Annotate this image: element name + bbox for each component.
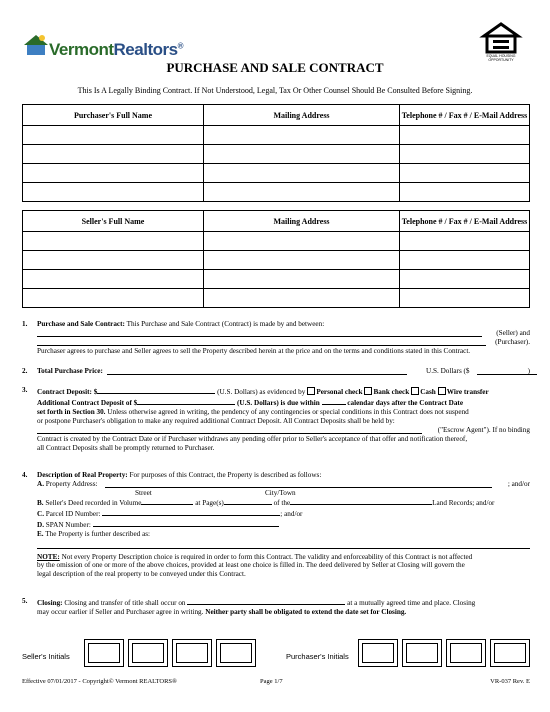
section-3-line4: or postpone Purchaser's obligation to make any required additional Contract Deposit. All Contract Deposits shall be held by: — [37, 416, 395, 425]
section-5-number: 5. — [22, 597, 28, 605]
section-3-line6: Contract is created by the Contract Date or if Purchaser withdraws any pending offer prior to Seller's acceptance of that offer and notification thereof, — [37, 434, 468, 443]
span-number-field[interactable] — [93, 519, 279, 527]
footer-page-number: Page 1/7 — [260, 678, 283, 685]
item-d-label: D. — [37, 520, 44, 529]
land-records-field[interactable] — [290, 497, 432, 505]
usd-text: U.S. Dollars ($ — [426, 367, 470, 375]
personal-check-label: Personal check — [316, 388, 363, 396]
item-b-label: B. — [37, 498, 44, 507]
table-row — [23, 232, 530, 251]
purchaser-name-cell[interactable] — [23, 164, 204, 183]
item-a-label: A. — [37, 479, 44, 488]
item-b-text: Seller's Deed recorded in Volume — [45, 498, 142, 507]
seller-name-field[interactable] — [37, 329, 482, 337]
seller-address-cell[interactable] — [204, 289, 400, 308]
section-5-label: Closing: — [37, 599, 63, 607]
section-4-text: For purposes of this Contract, the Property is described as follows: — [129, 471, 322, 479]
note-label: NOTE: — [37, 552, 60, 561]
purchaser-address-cell[interactable] — [204, 164, 400, 183]
due-text: (U.S. Dollars) is due within — [237, 398, 320, 407]
table-row — [23, 251, 530, 270]
volume-field[interactable] — [141, 497, 193, 505]
item-c-text: Parcel ID Number: — [45, 509, 101, 518]
seller-address-cell[interactable] — [204, 270, 400, 289]
section-3 — [22, 386, 530, 456]
purchaser-contact-cell[interactable] — [400, 145, 530, 164]
page-text: at Page(s) — [195, 498, 224, 507]
purchaser-name-field[interactable] — [37, 338, 486, 346]
section-5-line2: may occur earlier if Seller and Purchaser agree in writing. — [37, 607, 204, 616]
seller-initials-box-4[interactable] — [216, 639, 256, 667]
purchasers-initials-label: Purchaser's Initials — [286, 652, 349, 661]
wire-transfer-label: Wire transfer — [446, 388, 489, 396]
purchaser-initials-box-4[interactable] — [490, 639, 530, 667]
item-a-end: ; and/or — [507, 479, 530, 488]
section-1-text: This Purchase and Sale Contract (Contract) is made by and between: — [126, 320, 325, 328]
section-5-text: Closing and transfer of title shall occur on — [64, 599, 186, 607]
section-4-number: 4. — [22, 471, 28, 479]
seller-name-cell[interactable] — [23, 232, 204, 251]
seller-name-cell[interactable] — [23, 251, 204, 270]
purchase-price-field[interactable] — [107, 367, 407, 375]
section-1-label: Purchase and Sale Contract: — [37, 320, 125, 328]
footer-form-id: VR-037 Rev. E — [490, 678, 530, 685]
item-a-text: Property Address: — [45, 479, 98, 488]
section-1 — [22, 320, 530, 360]
vermont-realtors-logo — [22, 30, 183, 64]
purchaser-name-cell[interactable] — [23, 126, 204, 145]
table-row — [23, 145, 530, 164]
logo-reg: ® — [177, 41, 183, 51]
personal-check-checkbox[interactable] — [307, 387, 315, 395]
purchaser-text: (Purchaser). — [495, 337, 530, 346]
house-logo-icon — [22, 32, 50, 58]
table-row — [23, 270, 530, 289]
purchaser-table — [22, 104, 530, 202]
bank-check-checkbox[interactable] — [364, 387, 372, 395]
seller-initials-box-1[interactable] — [84, 639, 124, 667]
item-d-text: SPAN Number: — [45, 520, 91, 529]
seller-initials-box-3[interactable] — [172, 639, 212, 667]
seller-initials-box-2[interactable] — [128, 639, 168, 667]
equal-housing-icon — [478, 22, 524, 54]
parcel-id-field[interactable] — [102, 508, 280, 516]
table-row — [23, 126, 530, 145]
section-4-label: Description of Real Property: — [37, 471, 128, 479]
section-3-line3b: Unless otherwise agreed in writing, the pendency of any contingencies or special conditions in this Contract does not suspend — [107, 407, 469, 416]
seller-contact-cell[interactable] — [400, 289, 530, 308]
section-5-bold2: Neither party shall be obligated to extend the date set for Closing. — [205, 607, 407, 616]
closing-date-field[interactable] — [187, 597, 345, 605]
usd-close: ) — [527, 367, 530, 375]
section-4 — [22, 471, 530, 586]
purchaser-address-cell[interactable] — [204, 126, 400, 145]
evidenced-text: (U.S. Dollars) as evidenced by — [217, 388, 306, 396]
purchaser-name-header: Purchaser's Full Name — [23, 105, 204, 126]
seller-table — [22, 210, 530, 308]
additional-deposit-field[interactable] — [137, 397, 235, 405]
seller-contact-cell[interactable] — [400, 251, 530, 270]
additional-deposit-text: Additional Contract Deposit of $ — [37, 398, 138, 407]
section-2-number: 2. — [22, 367, 28, 375]
section-3-line3a: set forth in Section 30. — [37, 407, 106, 416]
cash-label: Cash — [420, 388, 436, 396]
item-e-label: E. — [37, 529, 44, 538]
table-row — [23, 183, 530, 202]
purchaser-contact-cell[interactable] — [400, 164, 530, 183]
cash-checkbox[interactable] — [411, 387, 419, 395]
note-line-3: legal description of the real property to be conveyed under this Contract. — [37, 570, 246, 579]
purchaser-address-cell[interactable] — [204, 145, 400, 164]
seller-contact-header: Telephone # / Fax # / E-Mail Address — [400, 211, 530, 232]
section-1-number: 1. — [22, 320, 28, 328]
purchaser-initials-box-3[interactable] — [446, 639, 486, 667]
section-2-label: Total Purchase Price: — [37, 367, 103, 375]
seller-address-cell[interactable] — [204, 251, 400, 270]
equal-housing-text: EQUAL HOUSING OPPORTUNITY — [486, 54, 516, 62]
seller-contact-cell[interactable] — [400, 232, 530, 251]
item-c-end: ; and/or — [280, 509, 303, 518]
further-description-field[interactable] — [37, 541, 530, 549]
deposit-amount-field[interactable] — [97, 386, 215, 394]
section-3-number: 3. — [22, 386, 28, 394]
purchaser-name-cell[interactable] — [23, 145, 204, 164]
purchaser-contact-cell[interactable] — [400, 183, 530, 202]
table-row — [23, 289, 530, 308]
deposit-dollar: $ — [93, 388, 98, 396]
page-subtitle: This Is A Legally Binding Contract. If Not Understood, Legal, Tax Or Other Counsel Should Be Consulted Before Signing. — [77, 86, 473, 95]
seller-name-cell[interactable] — [23, 289, 204, 308]
section-5-text2: at a mutually agreed time and place. Closing — [347, 599, 476, 607]
property-address-field[interactable] — [105, 480, 492, 488]
purchaser-contact-cell[interactable] — [400, 126, 530, 145]
seller-address-cell[interactable] — [204, 232, 400, 251]
seller-and-text: (Seller) and — [496, 328, 530, 337]
seller-address-header: Mailing Address — [204, 211, 400, 232]
footer-copyright: Effective 07/01/2017 - Copyright© Vermont REALTORS® — [22, 678, 177, 685]
table-row — [23, 164, 530, 183]
section-3-label: Contract Deposit: — [37, 388, 92, 396]
seller-contact-cell[interactable] — [400, 270, 530, 289]
note-line-2: by the omission of one or more of the above choices, provided at least one choice is filled in. The deed delivered by Seller at Closing will govern the — [37, 561, 465, 570]
note-line-1: Not every Property Description choice is required in order to form this Contract. The validity and enforceability of this Contract is not affected — [61, 552, 473, 561]
escrow-agent-field[interactable] — [37, 426, 422, 434]
days-text: calendar days after the Contract Date — [347, 398, 464, 407]
logo-text-realtors: Realtors — [113, 40, 178, 59]
purchaser-address-cell[interactable] — [204, 183, 400, 202]
logo-text-vermont: Vermont — [49, 40, 114, 59]
sellers-initials-label: Seller's Initials — [22, 652, 70, 661]
purchaser-address-header: Mailing Address — [204, 105, 400, 126]
purchaser-initials-box-2[interactable] — [402, 639, 442, 667]
section-5 — [22, 597, 530, 619]
purchaser-initials-box-1[interactable] — [358, 639, 398, 667]
street-label: Street — [135, 488, 152, 497]
section-1-last: Purchaser agrees to purchase and Seller agrees to sell the Property described herein at the price and on the terms and conditions stated in this Contract. — [37, 346, 471, 355]
item-e-text: The Property is further described as: — [45, 529, 151, 538]
section-2 — [22, 367, 530, 377]
section-3-line7: all Contract Deposits shall be promptly returned to Purchaser. — [37, 443, 215, 452]
escrow-text: ("Escrow Agent"). If no binding — [437, 425, 530, 434]
pages-field[interactable] — [224, 497, 272, 505]
seller-name-cell[interactable] — [23, 270, 204, 289]
days-field[interactable] — [322, 397, 346, 405]
page-title: PURCHASE AND SALE CONTRACT — [166, 60, 384, 75]
city-label: City/Town — [265, 488, 296, 497]
item-b-end: Land Records; and/or — [432, 498, 495, 507]
purchaser-contact-header: Telephone # / Fax # / E-Mail Address — [400, 105, 530, 126]
of-the-text: of the — [273, 498, 291, 507]
bank-check-label: Bank check — [373, 388, 410, 396]
equal-housing-logo — [478, 22, 524, 62]
item-c-label: C. — [37, 509, 44, 518]
wire-transfer-checkbox[interactable] — [438, 387, 446, 395]
purchaser-name-cell[interactable] — [23, 183, 204, 202]
seller-name-header: Seller's Full Name — [23, 211, 204, 232]
